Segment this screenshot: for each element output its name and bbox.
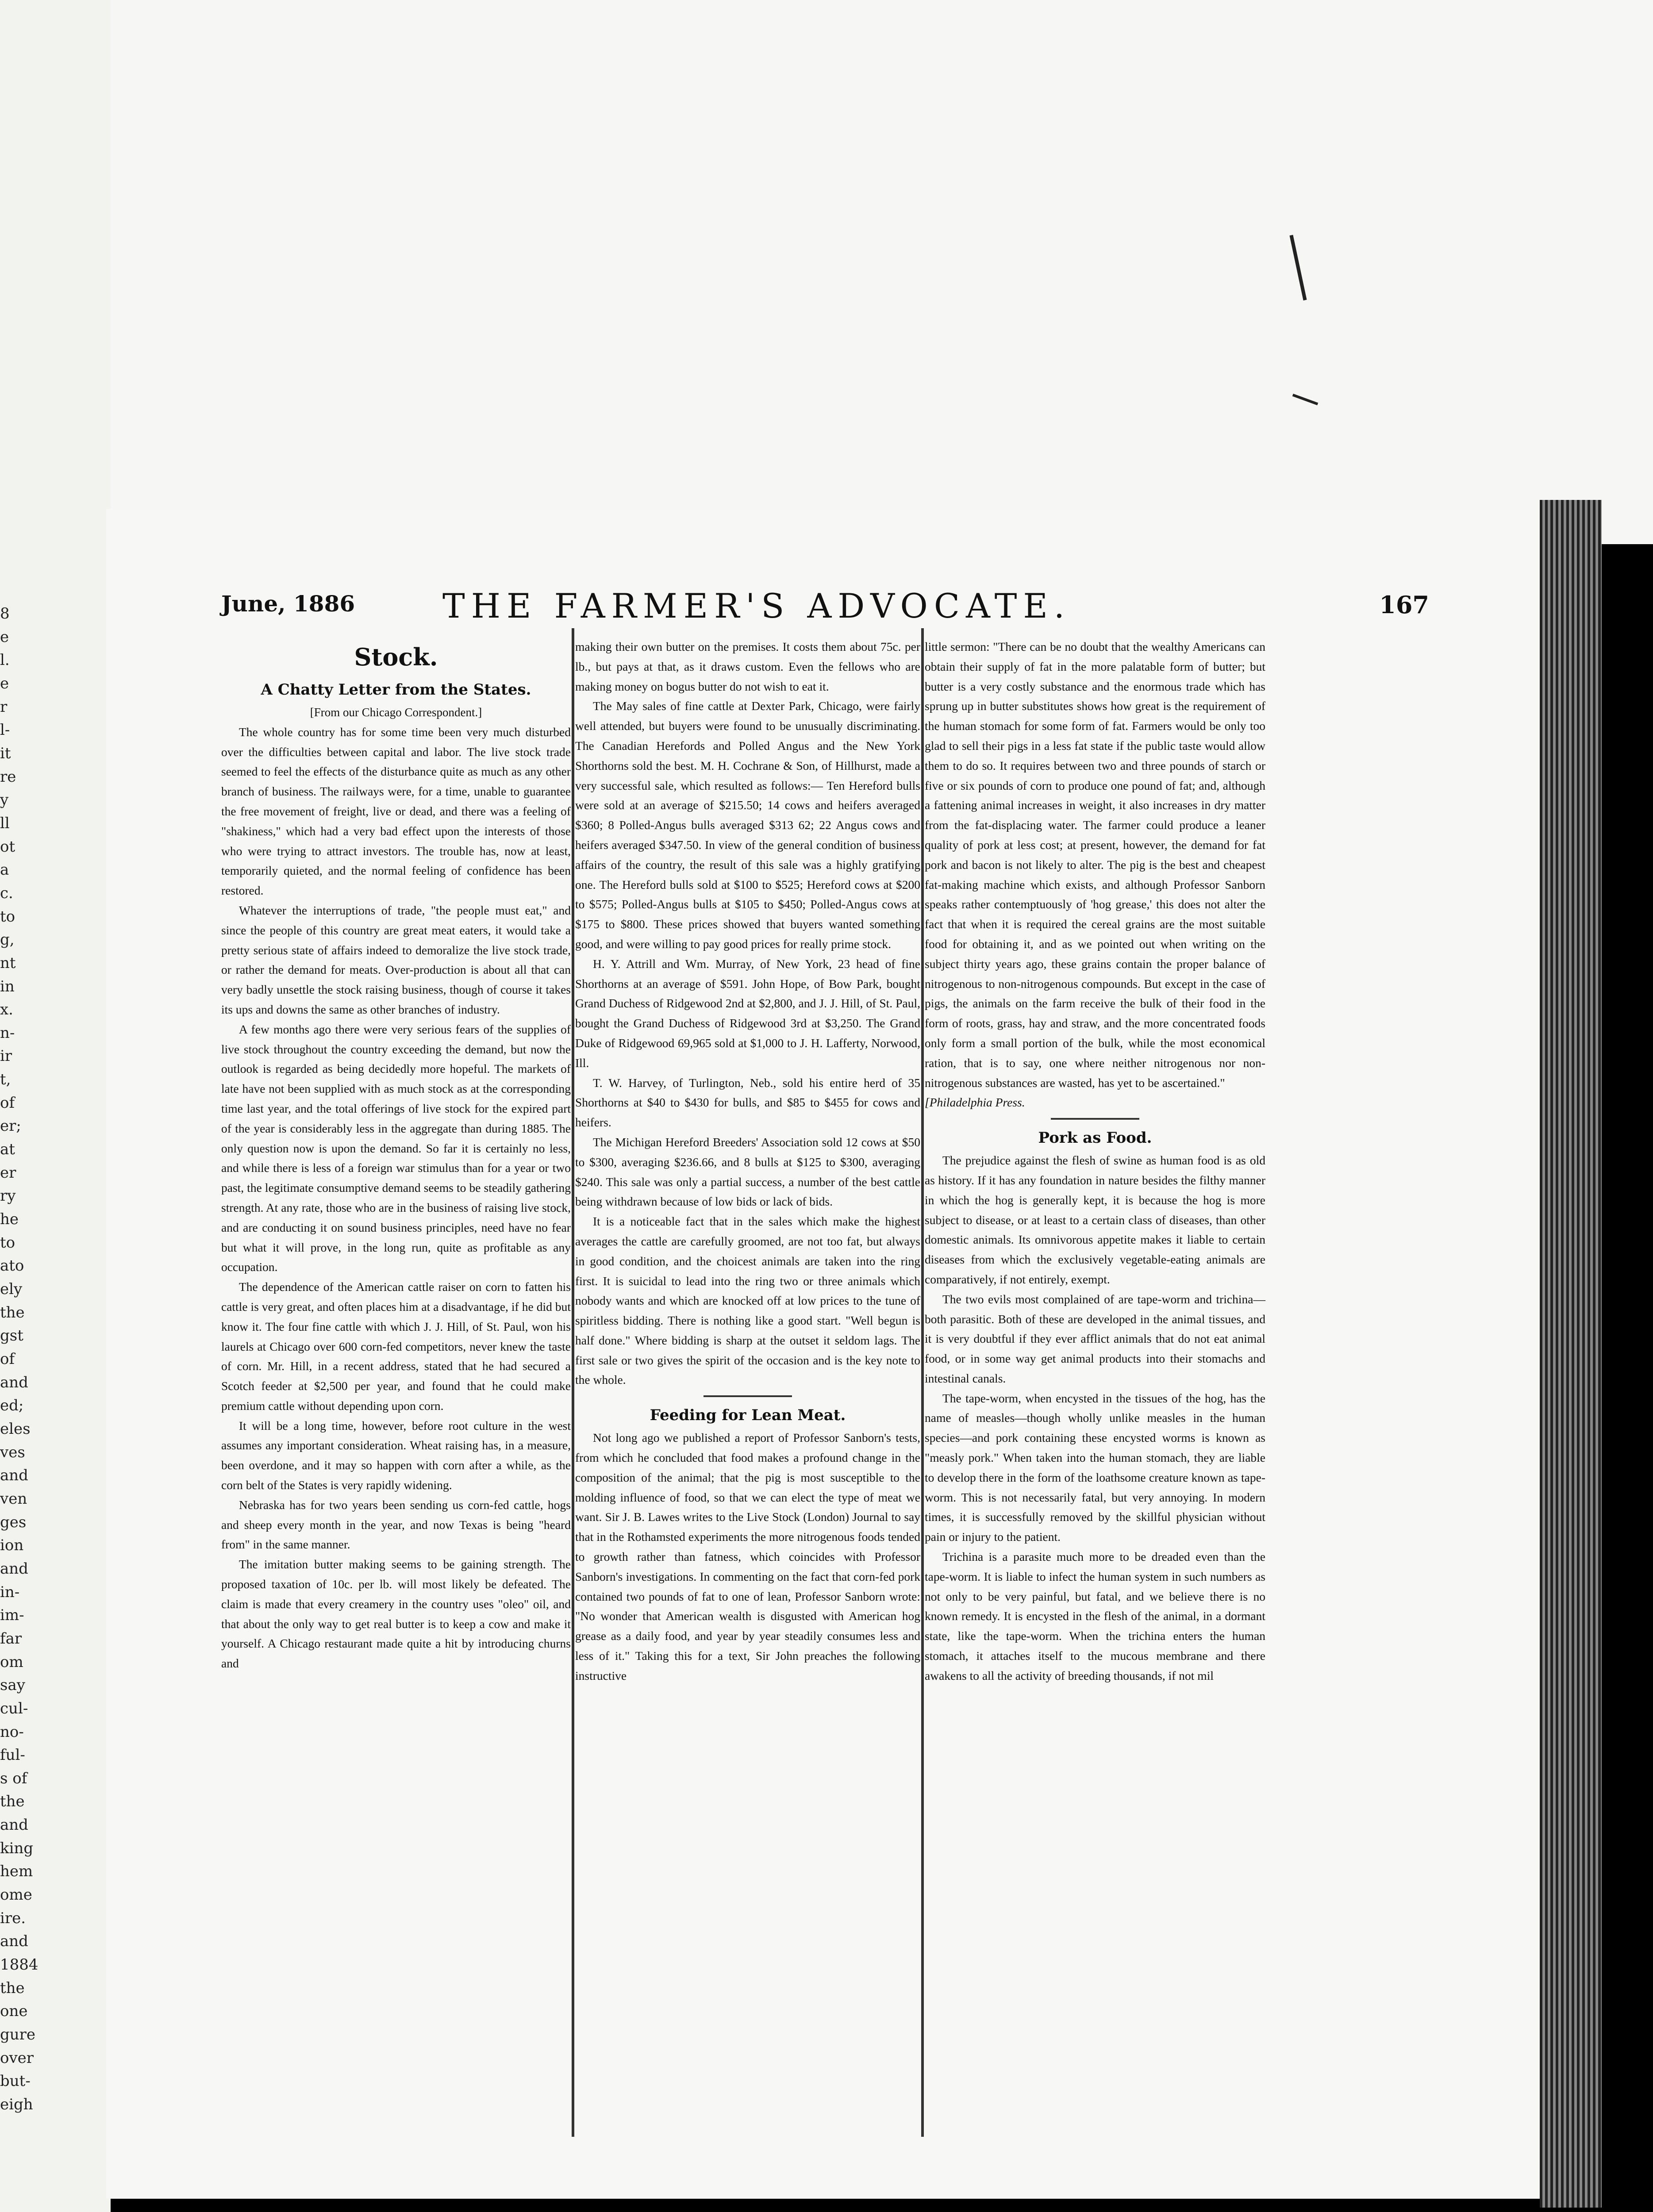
facing-page-fragment: gure [0,2026,36,2044]
paragraph: The prejudice against the flesh of swine as human food is as old as history. If it has any foundation in nature besides the filthy manner in which the hog is generally kept, it is because the hog is more subject to disease, or at least to a certain class of diseases, than other domestic animals. Its omnivorous appetite makes it liable to certain diseases from which the exclusively vegetable-eating animals are comparatively, if not entirely, exempt. [925,1153,1265,1286]
facing-page-fragment: to [0,1233,15,1252]
facing-page-fragment: but- [0,2072,31,2090]
column-2 [575,637,920,1686]
facing-page-fragment: and [0,1559,28,1578]
facing-page-fragment: gst [0,1327,23,1345]
book-binding [1540,500,1602,2208]
facing-page-fragment: ges [0,1513,27,1531]
facing-page-fragment: he [0,1210,19,1229]
facing-page-fragment: a [0,861,9,879]
paragraph: The imitation butter making seems to be gaining strength. The proposed taxation of 10c. per lb. will most likely be defeated. The claim is made that every creamery in the country uses "oleo" oil, and that about the only way to get real butter is to keep a cow and make it yourself. A Chicago restaurant made quite a hit by introducing churns and [221,1557,571,1671]
facing-page-fragment: ir [0,1047,12,1065]
facing-page-fragment: y [0,791,9,809]
facing-page-fragment: at [0,1141,15,1159]
issue-date: June, 1886 [221,591,355,617]
facing-page-fragment: it [0,744,11,762]
facing-page-fragment: s of [0,1769,27,1787]
facing-page-fragment: x. [0,1001,13,1019]
page-header [208,586,1429,626]
facing-page-fragment: and [0,1932,28,1951]
facing-page-fragment: ome [0,1886,32,1904]
facing-page-fragment: in [0,977,15,995]
facing-page-fragment: in- [0,1583,20,1601]
facing-page-fragment: ves [0,1443,25,1461]
facing-page-fragment: of [0,1350,15,1368]
paragraph: The two evils most complained of are tape-worm and trichina—both parasitic. Both of these are developed in the animal tissues, and it is very doubtful if they ever afflict animals that do not eat animal food, or in some way get animal products into their stomachs and intestinal canals. [925,1292,1265,1385]
facing-page-fragment: c. [0,884,13,902]
facing-page-fragment: e [0,674,9,692]
paragraph: The whole country has for some time been very much disturbed over the difficulties between capital and labor. The live stock trade seemed to feel the effects of the disturbance quite as much as any other branch of business. The railways were, for a time, unable to guarantee the free movement of freight, live or dead, and there was a feeling of "shakiness," which had a very bad effect upon the interests of those who were trying to attract investors. The trouble has, now at least, temporarily quieted, and the normal feeling of confidence has been restored. [221,725,571,898]
facing-page-fragment: er [0,1164,16,1182]
paragraph: little sermon: "There can be no doubt that the wealthy Americans can obtain their supply of fat in the more palatable form of butter; but butter is a very costly substance and the enormous trade which has sprung up in butter substitutes shows how great is the requirement of the human stomach for some form of fat. Farmers would be only too glad to sell their pigs in a less fat state if the public taste would allow them to do so. It requires between two and three pounds of starch or five or six pounds of corn to produce one pound of fat; and, although a fattening animal increases in weight, it also increases in dry matter from the fat-displacing water. The farmer could produce a leaner quality of pork at less cost; at present, however, the demand for fat pork and bacon is not likely to alter. The pig is the best and cheapest fat-making machine which exists, and although Professor Sanborn speaks rather contemptuously of 'hog grease,' this does not alter the fact that when it is required the cereal grains are the most suitable food for obtaining it, and as we pointed out when writing on the subject thirty years ago, these grains contain the proper balance of nitrogenous to non-nitrogenous compounds. But except in the case of pigs, the animals on the farm receive the bulk of their food in the form of roots, grass, hay and straw, and the more concentrated foods only form a small portion of the bulk, while the most economical ration, that is to say, one where neither nitrogenous nor non-nitrogenous substances are wasted, has yet to be ascertained." [925,640,1265,1090]
facing-page-fragment: the [0,1793,25,1811]
facing-page-fragment: cul- [0,1699,28,1717]
facing-page-fragment: g, [0,931,15,949]
paragraph: The Michigan Hereford Breeders' Association sold 12 cows at $50 to $300, averaging $236.66, and 8 bulls at $125 to $300, averaging $240. This sale was only a partial success, a number of the best cattle being withdrawn because of low bids or lack of bids. [575,1135,920,1209]
facing-page-fragment: 1884 [0,1956,38,1974]
article-title: Pork as Food. [1038,1129,1152,1147]
facing-page-fragment: r [0,698,8,716]
facing-page-fragment: of [0,1094,15,1112]
article-title: A Chatty Letter from the States. [261,681,531,699]
facing-page-fragment: the [0,1979,25,1997]
column-rule [921,628,924,2137]
divider [703,1395,792,1397]
upper-blank-area [0,0,1653,544]
facing-page-fragment: ven [0,1490,27,1508]
facing-page-fragment: ato [0,1257,24,1275]
facing-page-fragment: e [0,628,9,646]
paragraph: making their own butter on the premises. It costs them about 75c. per lb., but pays at that, as it draws custom. Even the fellows who are making money on bogus butter do not wish to eat it. [575,640,920,693]
facing-page-fragment: ed; [0,1397,24,1415]
paragraph: The dependence of the American cattle raiser on corn to fatten his cattle is very great, and often places him at a disadvantage, if he did but know it. The four fine cattle with which J. J. Hill, of St. Paul, won his laurels at Chicago over 600 corn-fed competitors, never knew the taste of corn. Mr. Hill, in a recent address, stated that he had secured a Scotch feeder at $2,500 per year, and found that he could make premium cattle without depending upon corn. [221,1280,571,1413]
facing-page-fragment: ry [0,1187,16,1205]
facing-page-fragment: say [0,1676,25,1694]
article-title: Feeding for Lean Meat. [650,1406,846,1425]
column-1 [221,637,571,1674]
facing-page-fragment: nt [0,954,16,972]
facing-page-fragment: over [0,2049,34,2067]
paragraph: It will be a long time, however, before root culture in the west assumes any important consideration. Wheat raising has, in a measure, been overdone, and it may so happen with corn after a while, as the corn belt of the States is very rapidly widening. [221,1418,571,1492]
facing-page-fragment: to [0,907,15,926]
paragraph: H. Y. Attrill and Wm. Murray, of New York, 23 head of fine Shorthorns at an average of $591. John Hope, of Bow Park, bought Grand Duchess of Ridgewood 2nd at $2,800, and J. J. Hill, of St. Paul, bought the Grand Duchess of Ridgewood 3rd at $3,250. The Grand Duke of Ridgewood 69,965 sold at $1,000 to J. H. Lafferty, Norwood, Ill. [575,956,920,1070]
facing-page-fragment: and [0,1467,28,1485]
column-3 [925,637,1265,1686]
facing-page-fragment: and [0,1816,28,1834]
facing-page-fragment: 8 [0,605,10,622]
facing-page-fragment: far [0,1629,22,1647]
paragraph: A few months ago there were very serious fears of the supplies of live stock throughout the country exceeding the demand, but now the outlook is regarded as being decidedly more hopeful. The markets of late have not been supplied with as much stock as at the corresponding time last year, and the total offerings of live stock for the expired part of the year is considerably less in the aggregate than during 1885. The only question now is upon the demand. So far it is certainly no less, and while there is less of a foreign war stimulus than for a year or two past, the legitimate consumptive demand seems to be steadily gathering strength. At any rate, those who are in the business of raising live stock, and are conducting it on sound business principles, need have no fear but what it will prove, in the long run, quite as profitable as any occupation. [221,1022,571,1274]
column-rule [572,628,574,2137]
facing-page-fragment: and [0,1373,28,1391]
facing-page-fragment: t, [0,1071,11,1089]
facing-page-fragment: ot [0,837,15,856]
facing-page-fragment: ion [0,1536,24,1555]
source-credit: [Philadelphia Press. [925,1095,1025,1110]
facing-page-fragment: ful- [0,1746,25,1764]
paragraph: The tape-worm, when encysted in the tissues of the hog, has the name of measles—though wholly unlike measles in the human species—and pork containing these encysted worms is known as "measly pork." When taken into the human stomach, they are liable to develop there in the form of the loathsome creature known as tape-worm. This is not necessarily fatal, but very annoying. In modern times, it is successfully removed by the skillful physician without pain or injury to the patient. [925,1391,1265,1544]
section-heading: Stock. [354,643,438,671]
facing-page-fragment: l. [0,651,10,669]
paragraph: Not long ago we published a report of Professor Sanborn's tests, from which he concluded that food makes a profound change in the composition of the animal; that the pig is most susceptible to the molding influence of food, so that we can elect the type of meat we want. Sir J. B. Lawes writes to the Live Stock (London) Journal to say that in the Rothamsted experiments the more nitrogenous foods tended to growth rather than fatness, which coincides with Professor Sanborn's investigations. In commenting on the fact that corn-fed pork contained two pounds of fat to one of lean, Professor Sanborn wrote: "No wonder that American wealth is disgusted with American hog grease as a daily food, and year by year steadily consumes less and less of it." Taking this for a text, Sir John preaches the following instructive [575,1431,920,1682]
facing-page-fragment: ll [0,814,10,832]
facing-page-fragment: er; [0,1117,21,1135]
facing-page-fragment: king [0,1839,34,1857]
facing-page-fragment: im- [0,1606,24,1624]
paragraph: The May sales of fine cattle at Dexter Park, Chicago, were fairly well attended, but buyers were found to be unusually discriminating. The Canadian Herefords and Polled Angus and the New York Shorthorns sold the best. M. H. Cochrane & Son, of Hillhurst, made a very successful sale, which resulted as follows:— Ten Hereford bulls were sold at an average of $215.50; 14 cows and heifers averaged $360; 8 Polled-Angus bulls averaged $313 62; 22 Angus cows and heifers averaged $347.50. In view of the general condition of business affairs of the country, the result of this sale was a highly gratifying one. The Hereford bulls sold at $100 to $525; Hereford cows at $200 to $575; Polled-Angus bulls at $105 to $450; Polled-Angus cows at $175 to $800. These prices showed that buyers wanted something good, and were willing to pay good prices for really prime stock. [575,699,920,951]
facing-page-fragment: l- [0,721,10,739]
facing-page-fragment: re [0,768,16,786]
paragraph: T. W. Harvey, of Turlington, Neb., sold his entire herd of 35 Shorthorns at $40 to $430 for bulls, and $85 to $455 for cows and heifers. [575,1075,920,1129]
facing-page-fragment: hem [0,1863,33,1881]
facing-page-fragment: ely [0,1280,23,1298]
paragraph: Trichina is a parasite much more to be dreaded even than the tape-worm. It is liable to infect the human system in such numbers as not only to be very painful, but fatal, and we believe there is no known remedy. It is encysted in the flesh of the animal, in a dormant state, like the tape-worm. When the trichina enters the human stomach, it attaches itself to the mucous membrane and there awakens to all the activity of breeding thousands, if not mil [925,1550,1265,1682]
facing-page-edge [0,0,111,2212]
page-number: 167 [1379,591,1429,619]
facing-page-fragment: one [0,2002,28,2020]
article-byline: [From our Chicago Correspondent.] [310,706,482,719]
facing-page-fragment: eles [0,1420,31,1438]
paragraph: Nebraska has for two years been sending us corn-fed cattle, hogs and sheep every month in the year, and now Texas is being "heard from" in the same manner. [221,1498,571,1551]
facing-page-fragment: ire. [0,1909,26,1927]
facing-page-fragment: no- [0,1723,24,1741]
facing-page-fragment: eigh [0,2096,33,2113]
paragraph: Whatever the interruptions of trade, "the people must eat," and since the people of this country are great meat eaters, it would take a pretty serious state of affairs indeed to demoralize the live stock trade, or rather the demand for meats. Over-production is about all that can very badly unsettle the stock raising business, though of course it takes its ups and downs the same as other branches of industry. [221,903,571,1016]
publication-title: THE FARMER'S ADVOCATE. [442,586,1071,626]
facing-page-fragment: n- [0,1024,15,1042]
paragraph: It is a noticeable fact that in the sales which make the highest averages the cattle are carefully groomed, are not too fat, but always in good condition, and the choicest animals are taken into the ring first. It is suicidal to lead into the ring two or three animals which nobody wants and which are knocked off at low prices to the tune of spiritless bidding. There is nothing like a good start. "Well begun is half done." Where bidding is sharp at the outset it seldom lags. The first sale or two gives the spirit of the occasion and is the key note to the whole. [575,1214,920,1387]
divider [1051,1118,1139,1120]
facing-page-fragment: om [0,1653,23,1671]
facing-page-fragment: the [0,1303,25,1321]
